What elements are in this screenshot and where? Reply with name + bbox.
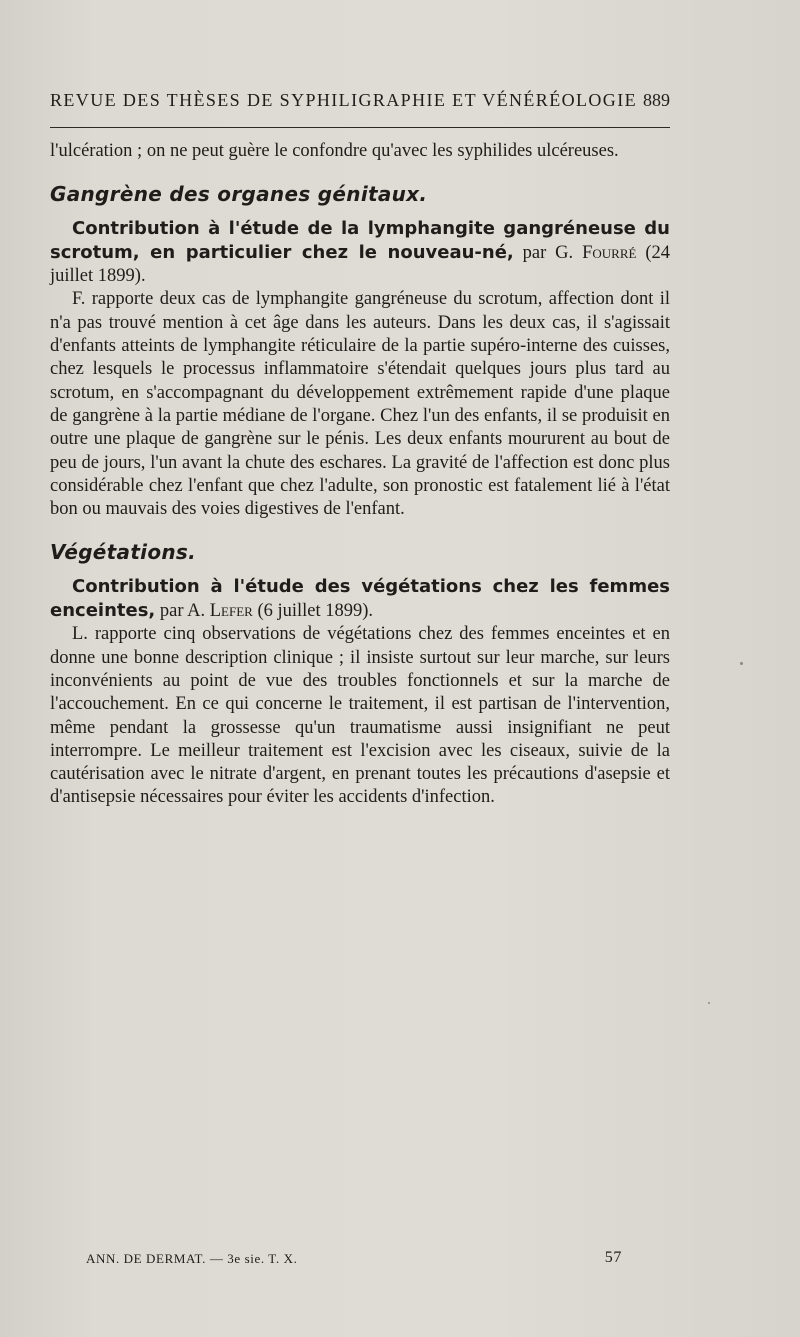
author-prefix: par G. bbox=[522, 242, 574, 263]
section-heading-gangrene: Gangrène des organes génitaux. bbox=[50, 182, 428, 207]
author-name: Lefer bbox=[209, 601, 253, 622]
continuation-paragraph: l'ulcération ; on ne peut guère le confondre qu'avec les syphilides ulcéreuses. bbox=[50, 141, 619, 161]
thesis-title: Contribution à l'étude des végétations chez les femmes enceintes, bbox=[50, 575, 670, 622]
signature-folio: 57 bbox=[604, 1249, 622, 1266]
page-footer bbox=[86, 1251, 622, 1267]
section-heading-vegetations: Végétations. bbox=[50, 540, 197, 565]
header-rule bbox=[50, 127, 670, 128]
paper-speck bbox=[740, 662, 743, 665]
thesis-entry-fourre bbox=[50, 217, 670, 289]
page-number: 889 bbox=[643, 90, 670, 110]
thesis-date: (24 juillet 1899). bbox=[50, 242, 671, 287]
thesis-entry-lefer bbox=[50, 575, 670, 624]
abstract-paragraph: F. rapporte deux cas de lymphangite gangréneuse du scrotum, affection dont il n'a pas trouvé mention à cet âge dans les auteurs. Dans les deux cas, il s'agissait d'enfants atteints de lymphangite réticulaire de la partie supéro-interne des cuisses, chez lesquels le processus inflammatoire s'étendait quelques jours plus tard au scrotum, en s'accompagnant du développement extrêmement rapide d'une plaque de gangrène à la partie médiane de l'organe. Chez l'un des enfants, il se produisit en outre une plaque de gangrène sur le pénis. Les deux enfants moururent au bout de peu de jours, l'un avant la chute des eschares. La gravité de l'affection est donc plus considérable chez l'enfant que chez l'adulte, son pronostic est fatalement lié à l'état bon ou mauvais des voies digestives de l'enfant. bbox=[50, 289, 670, 520]
author-name: Fourré bbox=[582, 242, 637, 263]
journal-signature: ANN. DE DERMAT. — 3e sie. T. X. bbox=[86, 1251, 298, 1266]
abstract-paragraph: L. rapporte cinq observations de végétations chez des femmes enceintes et en donne une bonne description clinique ; il insiste surtout sur leur marche, sur leurs inconvénients au point de vue des troubles fonctionnels et sur la marche de l'accouchement. En ce qui concerne le traitement, il est partisan de l'intervention, même pendant la grossesse qu'un traumatisme aussi insignifiant ne peut interrompre. Le meilleur traitement est l'excision avec les ciseaux, suivie de la cautérisation avec le nitrate d'argent, en prenant toutes les précautions d'asepsie et d'antisepsie nécessaires pour éviter les accidents d'infection. bbox=[50, 624, 670, 808]
thesis-title: Contribution à l'étude de la lymphangite gangréneuse du scrotum, en particulier chez le nouveau-né, bbox=[50, 217, 670, 263]
thesis-date: (6 juillet 1899). bbox=[257, 601, 374, 622]
running-header bbox=[50, 90, 670, 111]
paper-speck bbox=[708, 1002, 710, 1004]
author-prefix: par A. bbox=[159, 601, 206, 622]
article-body bbox=[50, 140, 670, 810]
running-title: REVUE DES THÈSES DE SYPHILIGRAPHIE ET VÉNÉRÉOLOGIE bbox=[50, 90, 637, 110]
